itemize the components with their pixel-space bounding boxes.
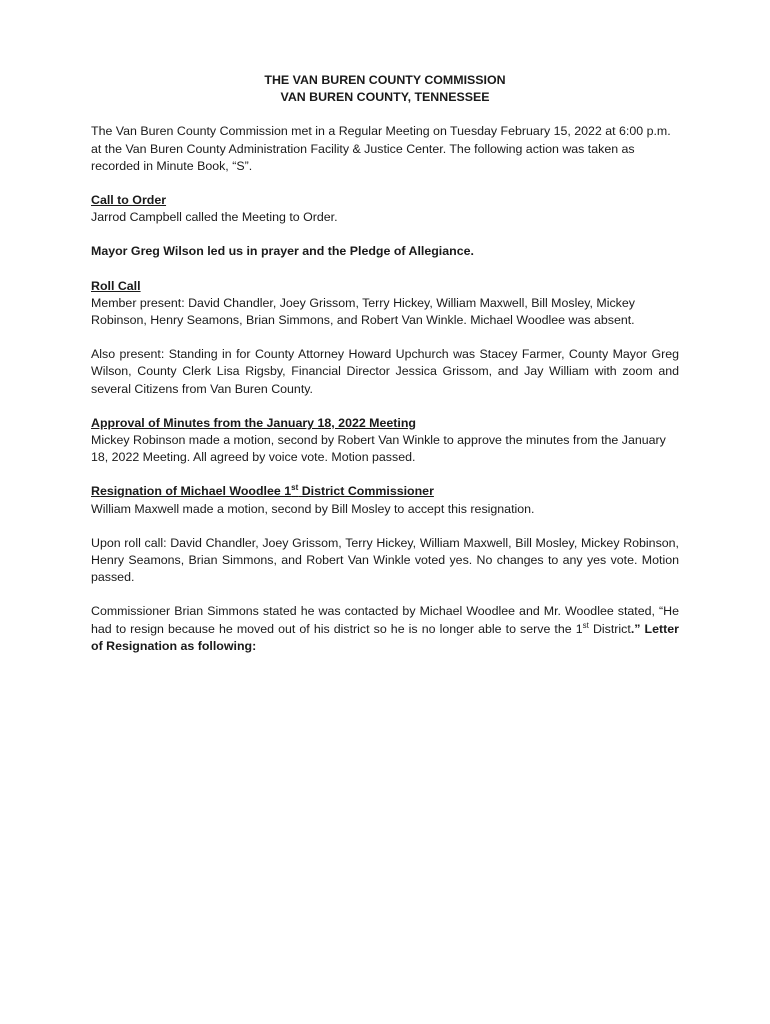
approval-heading: Approval of Minutes from the January 18, 2022 Meeting (91, 415, 416, 430)
statement-paragraph (91, 603, 679, 655)
resignation-heading (91, 483, 679, 500)
approval-text: Mickey Robinson made a motion, second by Robert Van Winkle to approve the minutes from the January 18, 2022 Meeting. All agreed by voice vote. Motion passed. (91, 433, 666, 465)
call-to-order-text: Jarrod Campbell called the Meeting to Order. (91, 210, 338, 225)
statement-text: Commissioner Brian Simmons stated he was contacted by Michael Woodlee and Mr. Woodlee stated, “He had to resign because he moved out of his district so he is no longer able to serve the 1 (91, 604, 679, 636)
document-header (91, 72, 679, 106)
intro-paragraph: The Van Buren County Commission met in a Regular Meeting on Tuesday February 15, 2022 at 6:00 p.m. at the Van Buren County Administration Facility & Justice Center. The following action was taken as recorded in Minute Book, “S”. (91, 124, 671, 173)
statement-district: District (588, 621, 631, 636)
also-present-paragraph: Also present: Standing in for County Attorney Howard Upchurch was Stacey Farmer, County Mayor Greg Wilson, County Clerk Lisa Rigsby, Financial Director Jessica Grissom, and Jay William with zoom and several Citizens from Van Buren County. (91, 347, 679, 396)
resignation-heading-sup: st (291, 483, 299, 493)
header-title: THE VAN BUREN COUNTY COMMISSION (264, 73, 506, 87)
header-subtitle: VAN BUREN COUNTY, TENNESSEE (280, 90, 490, 105)
resignation-heading-post: District Commissioner (298, 484, 434, 499)
roll-call-members: Member present: David Chandler, Joey Grissom, Terry Hickey, William Maxwell, Bill Mosley, Mickey Robinson, Henry Seamons, Brian Simmons, and Robert Van Winkle. Michael Woodlee was absent. (91, 295, 635, 328)
document-body (91, 72, 679, 655)
roll-call-heading: Roll Call (91, 278, 141, 293)
roll-call-vote-paragraph: Upon roll call: David Chandler, Joey Grissom, Terry Hickey, William Maxwell, Bill Mosley, Mickey Robinson, Henry Seamons, Brian Simmons, and Robert Van Winkle voted yes. No changes to any yes vote. Motion passed. (91, 535, 679, 585)
call-to-order-heading: Call to Order (91, 193, 167, 208)
resignation-motion: William Maxwell made a motion, second by Bill Mosley to accept this resignation. (91, 501, 535, 516)
statement-bold-text: .” Letter of Resignation as following: (91, 621, 679, 653)
prayer-paragraph: Mayor Greg Wilson led us in prayer and the Pledge of Allegiance. (91, 244, 474, 259)
resignation-heading-pre: Resignation of Michael Woodlee 1 (91, 484, 292, 499)
statement-sup: st (582, 620, 589, 630)
